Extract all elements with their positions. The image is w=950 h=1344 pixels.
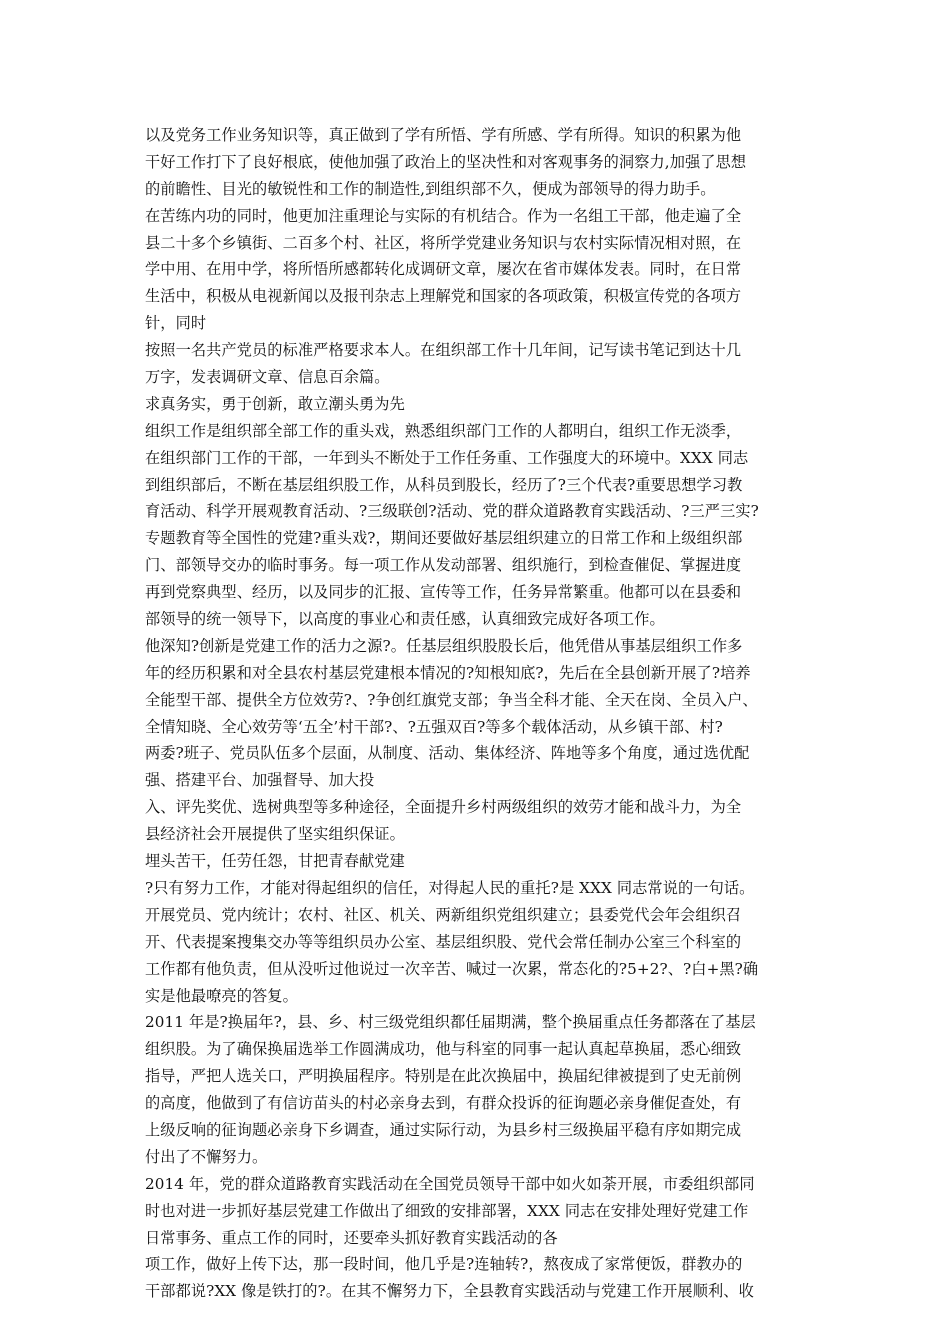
text-line: 县二十多个乡镇街、二百多个村、社区，将所学党建业务知识与农村实际情况相对照，在 — [145, 233, 742, 252]
text-line: 的前瞻性、目光的敏锐性和工作的制造性,到组织部不久，便成为部领导的得力助手。 — [145, 179, 716, 198]
section-heading: 求真务实，勇于创新，敢立潮头勇为先 — [145, 394, 405, 413]
text-line: 时也对进一步抓好基层党建工作做出了细致的安排部署，XXX 同志在安排处理好党建工作 — [145, 1201, 749, 1220]
text-line: 指导，严把人选关口，严明换届程序。特别是在此次换届中，换届纪律被提到了史无前例 — [145, 1067, 742, 1086]
text-line: 在苦练内功的同时，他更加注重理论与实际的有机结合。作为一名组工干部，他走遍了全 — [145, 206, 742, 225]
document-body — [145, 122, 817, 1305]
text-line: 到组织部后，不断在基层组织股工作，从科员到股长，经历了?三个代表?重要思想学习教 — [145, 475, 743, 494]
text-line: 干好工作打下了良好根底，使他加强了政治上的坚决性和对客观事务的洞察力,加强了思想 — [145, 152, 747, 171]
text-line: 干部都说?XX 像是铁打的?。在其不懈努力下，全县教育实践活动与党建工作开展顺利、收 — [145, 1282, 754, 1301]
text-line: 以及党务工作业务知识等，真正做到了学有所悟、学有所感、学有所得。知识的积累为他 — [145, 126, 742, 144]
text-line: 付出了不懈努力。 — [145, 1147, 268, 1166]
text-line: 的高度，他做到了有信访苗头的村必亲身去到，有群众投诉的征询题必亲身催促查处，有 — [145, 1094, 742, 1113]
text-line: 门、部领导交办的临时事务。每一项工作从发动部署、组织施行，到检查催促、掌握进度 — [145, 556, 742, 575]
section-heading: 埋头苦干，任劳任怨，甘把青春献党建 — [145, 852, 405, 871]
text-line: 再到党察典型、经历，以及同步的汇报、宣传等工作，任务异常繁重。他都可以在县委和 — [145, 583, 742, 602]
text-line: 2014 年，党的群众道路教育实践活动在全国党员领导干部中如火如荼开展，市委组织部同 — [145, 1174, 755, 1193]
text-line: 入、评先奖优、选树典型等多种途径，全面提升乡村两级组织的效劳才能和战斗力，为全 — [145, 798, 742, 817]
text-line: 部领导的统一领导下，以高度的事业心和责任感，认真细致完成好各项工作。 — [145, 610, 665, 629]
text-line: 两委?班子、党员队伍多个层面，从制度、活动、集体经济、阵地等多个角度，通过选优配 — [145, 744, 750, 763]
text-line: 实是他最嘹亮的答复。 — [145, 986, 298, 1005]
text-line: 按照一名共产党员的标准严格要求本人。在组织部工作十几年间，记写读书笔记到达十几 — [145, 341, 742, 360]
text-line: 他深知?创新是党建工作的活力之源?。任基层组织股股长后，他凭借从事基层组织工作多 — [145, 636, 743, 655]
text-line: 强、搭建平台、加强督导、加大投 — [145, 771, 375, 790]
text-line: 万字，发表调研文章、信息百余篇。 — [145, 368, 390, 387]
text-line: 工作都有他负责，但从没听过他说过一次辛苦、喊过一次累，常态化的?5+2?、?白+黑?确 — [145, 959, 759, 978]
text-line: 开展党员、党内统计；农村、社区、机关、两新组织党组织建立；县委党代会年会组织召 — [145, 905, 742, 924]
text-line: 2011 年是?换届年?，县、乡、村三级党组织都任届期满，整个换届重点任务都落在了基层 — [145, 1013, 756, 1032]
text-line: 项工作，做好上传下达，那一段时间，他几乎是?连轴转?，熬夜成了家常便饭，群教办的 — [145, 1255, 743, 1274]
text-line: 年的经历积累和对全县农村基层党建根本情况的?知根知底?，先后在全县创新开展了?培养 — [145, 663, 751, 682]
text-line: 生活中，积极从电视新闻以及报刊杂志上理解党和国家的各项政策，积极宣传党的各项方 — [145, 287, 742, 306]
text-line: ?只有努力工作，才能对得起组织的信任，对得起人民的重托?是 XXX 同志常说的一句话。 — [145, 878, 755, 897]
text-line: 开、代表提案搜集交办等等组织员办公室、基层组织股、党代会常任制办公室三个科室的 — [145, 932, 742, 951]
text-line: 全情知晓、全心效劳等‘五全’村干部?、?五强双百?等多个载体活动，从乡镇干部、村? — [145, 717, 723, 736]
text-line: 专题教育等全国性的党建?重头戏?，期间还要做好基层组织建立的日常工作和上级组织部 — [145, 529, 743, 548]
text-line: 组织股。为了确保换届选举工作圆满成功，他与科室的同事一起认真起草换届，悉心细致 — [145, 1040, 742, 1059]
text-line: 全能型干部、提供全方位效劳?、?争创红旗党支部；争当全科才能、全天在岗、全员入户、 — [145, 690, 758, 709]
text-line: 针，同时 — [145, 314, 207, 333]
text-line: 日常事务、重点工作的同时，还要牵头抓好教育实践活动的各 — [145, 1228, 558, 1247]
text-line: 县经济社会开展提供了坚实组织保证。 — [145, 825, 405, 844]
text-line: 组织工作是组织部全部工作的重头戏，熟悉组织部门工作的人都明白，组织工作无淡季， — [145, 421, 742, 440]
text-line: 育活动、科学开展观教育活动、?三级联创?活动、党的群众道路教育实践活动、?三严三实? — [145, 502, 759, 521]
text-line: 学中用、在用中学，将所悟所感都转化成调研文章，屡次在省市媒体发表。同时，在日常 — [145, 260, 742, 279]
text-line: 上级反响的征询题必亲身下乡调查，通过实际行动，为县乡村三级换届平稳有序如期完成 — [145, 1120, 742, 1139]
text-line: 在组织部门工作的干部，一年到头不断处于工作任务重、工作强度大的环境中。XXX 同志 — [145, 448, 749, 467]
